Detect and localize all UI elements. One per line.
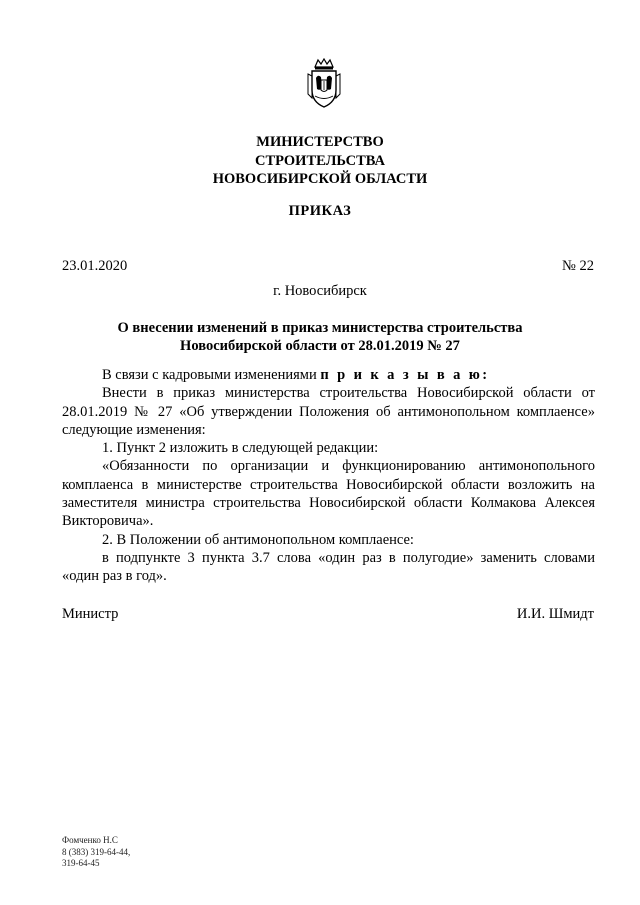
- signatory-position: Министр: [62, 606, 119, 622]
- ministry-line-1: МИНИСТЕРСТВО: [256, 134, 384, 150]
- ministry-name: [0, 133, 640, 189]
- preamble-text: В связи с кадровыми изменениями: [102, 367, 321, 383]
- body-paragraph-quote: «Обязанности по организации и функционированию антимонопольного комплаенса в министерстве строительства Новосибирской области возложить на заместителя министра строительства Новосибирской области Колмакова Алексея Викторовича».: [62, 458, 595, 530]
- document-body: [62, 366, 595, 586]
- ministry-line-3: НОВОСИБИРСКОЙ ОБЛАСТИ: [212, 171, 428, 187]
- document-number: № 22: [562, 258, 594, 274]
- subject-line-2: Новосибирской области от 28.01.2019 № 27: [180, 338, 460, 354]
- executor-footer: [62, 835, 130, 870]
- document-date: 23.01.2020: [62, 258, 128, 274]
- body-paragraph-change: в подпункте 3 пункта 3.7 слова «один раз в полугодие» заменить словами «один раз в год».: [62, 549, 595, 585]
- document-subject: [0, 319, 640, 355]
- coat-of-arms-icon: [302, 58, 346, 110]
- executor-name: Фомченко Н.С: [62, 835, 118, 845]
- executor-phone-2: 319-64-45: [62, 858, 100, 868]
- document-type: ПРИКАЗ: [288, 203, 352, 219]
- executor-phone-1: 8 (383) 319-64-44,: [62, 846, 131, 857]
- body-paragraph-intro: Внести в приказ министерства строительства Новосибирской области от 28.01.2019 № 27 «Об утверждении Положения об антимонопольном комплаенсе» следующие изменения:: [62, 385, 595, 438]
- body-paragraph-preamble: [62, 366, 595, 384]
- subject-line-1: О внесении изменений в приказ министерства строительства: [117, 320, 523, 336]
- document-city: г. Новосибирск: [273, 283, 367, 299]
- order-keyword: п р и к а з ы в а ю:: [320, 367, 490, 383]
- body-paragraph-item-1: 1. Пункт 2 изложить в следующей редакции:: [102, 440, 379, 457]
- ministry-line-2: СТРОИТЕЛЬСТВА: [254, 152, 386, 169]
- body-paragraph-item-2: 2. В Положении об антимонопольном комплаенсе:: [102, 531, 414, 548]
- signatory-name: И.И. Шмидт: [516, 606, 594, 622]
